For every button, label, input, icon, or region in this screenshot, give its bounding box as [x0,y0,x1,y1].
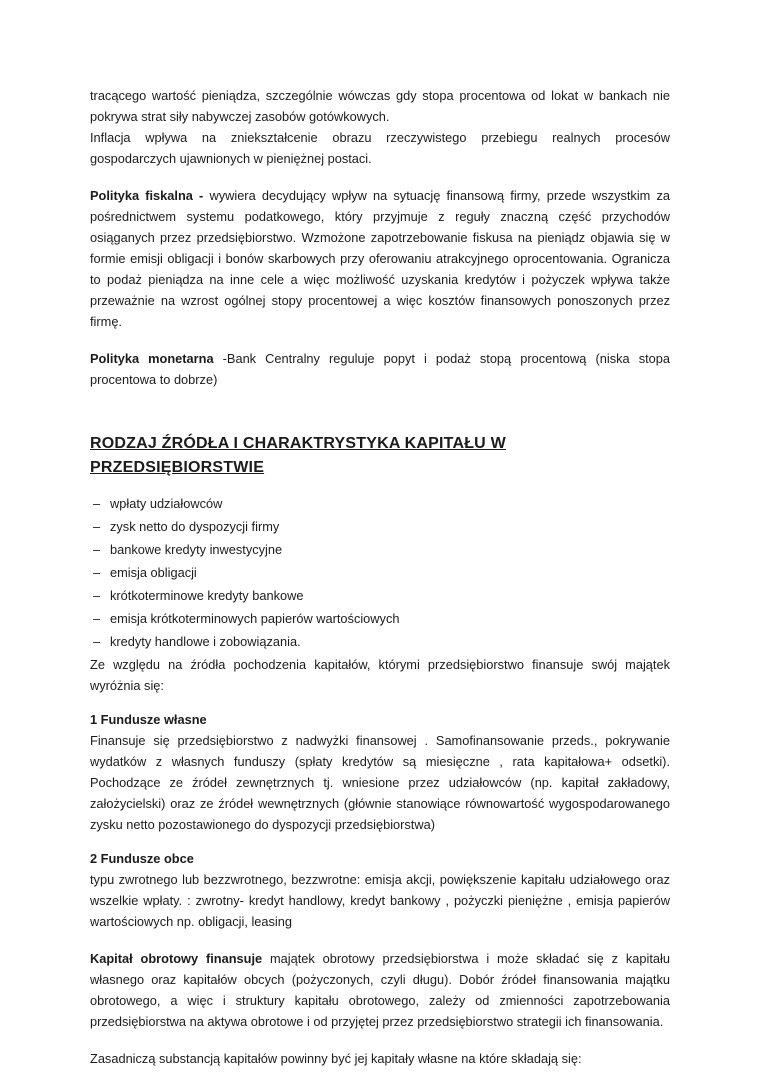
list-item: – emisja krótkoterminowych papierów wartościowych [90,608,670,629]
own-funds-title: 1 Fundusze własne [90,712,207,727]
foreign-funds-title: 2 Fundusze obce [90,851,194,866]
fiscal-policy-lead: Polityka fiskalna - [90,188,210,203]
list-item: – kredyty handlowe i zobowiązania. [90,631,670,652]
foreign-funds-paragraph: typu zwrotnego lub bezzwrotnego, bezzwrotne: emisja akcji, powiększenie kapitału udziałowego oraz wszelkie wpłaty. : zwrotny- kredyt handlowy, kredyt bankowy , pożyczki pieniężne , emisja papierów wartościowych np. obligacji, leasing [90,872,670,929]
list-item: – bankowe kredyty inwestycyjne [90,539,670,560]
list-item: – wpłaty udziałowców [90,493,670,514]
working-capital-lead: Kapitał obrotowy finansuje [90,951,270,966]
monetary-policy-body: -Bank Centralny reguluje popyt i podaż stopą procentową (niska stopa procentowa to dobrze) [90,351,670,387]
intro-paragraph-line2: Inflacja wpływa na zniekształcenie obrazu rzeczywistego przebiegu realnych procesów gospodarczych ujawnionych w pieniężnej postaci. [90,130,670,166]
list-item: – krótkoterminowe kredyty bankowe [90,585,670,606]
own-funds-paragraph: Finansuje się przedsiębiorstwo z nadwyżki finansowej . Samofinansowanie przeds., pokrywanie wydatków z własnych funduszy (spłaty kredytów są miesięczne , rata kapitałowa+ odsetki). Pochodzące ze źródeł zewnętrznych tj. wniesione przez udziałowców (np. kapitał zakładowy, założycielski) oraz ze źródeł wewnętrznych (głównie stanowiące równowartość wygospodarowanego zysku netto pozostawionego do dyspozycji przedsiębiorstwa) [90,733,670,832]
monetary-policy-lead: Polityka monetarna [90,351,223,366]
closing-paragraph: Zasadniczą substancją kapitałów powinny być jej kapitały własne na które składają się: [90,1051,582,1066]
capital-sources-list [90,493,670,652]
list-item: – zysk netto do dyspozycji firmy [90,516,670,537]
fiscal-policy-body: wywiera decydujący wpływ na sytuację finansową firmy, przede wszystkim za pośrednictwem systemu podatkowego, który przyjmuje z reguły znaczną część przychodów osiąganych przez przedsiębiorstwo. Wzmożone zapotrzebowanie fiskusa na pieniądz objawia się w formie emisji obligacji i bonów skarbowych przy oferowaniu atrakcyjnego oprocentowania. Ogranicza to podaż pieniądza na inne cele a więc możliwość uzyskania kredytów i pożyczek wpływa także przeważnie na wzrost ogólnej stopy procentowej a więc kosztów finansowych ponoszonych przez firmę. [90,188,670,329]
origin-note-paragraph: Ze względu na źródła pochodzenia kapitałów, którymi przedsiębiorstwo finansuje swój majątek wyróżnia się: [90,657,670,693]
fiscal-policy-paragraph [90,185,670,332]
working-capital-body: majątek obrotowy przedsiębiorstwa i może składać się z kapitału własnego oraz kapitałów obcych (pożyczonych, czyli długu). Dobór źródeł finansowania majątku obrotowego, a więc i struktury kapitału obrotowego, zależy od zmienności zapotrzebowania przedsiębiorstwa na aktywa obrotowe i od przyjętej przez przedsiębiorstwo strategii ich finansowania. [90,951,670,1029]
section-heading: RODZAJ ŹRÓDŁA I CHARAKTRYSTYKA KAPITAŁU W PRZEDSIĘBIORSTWIE [90,435,506,476]
monetary-policy-paragraph [90,348,670,390]
working-capital-paragraph [90,948,670,1032]
list-item: – emisja obligacji [90,562,670,583]
intro-paragraph-line1: tracącego wartość pieniądza, szczególnie wówczas gdy stopa procentowa od lokat w bankach nie pokrywa strat siły nabywczej zasobów gotówkowych. [90,88,670,124]
